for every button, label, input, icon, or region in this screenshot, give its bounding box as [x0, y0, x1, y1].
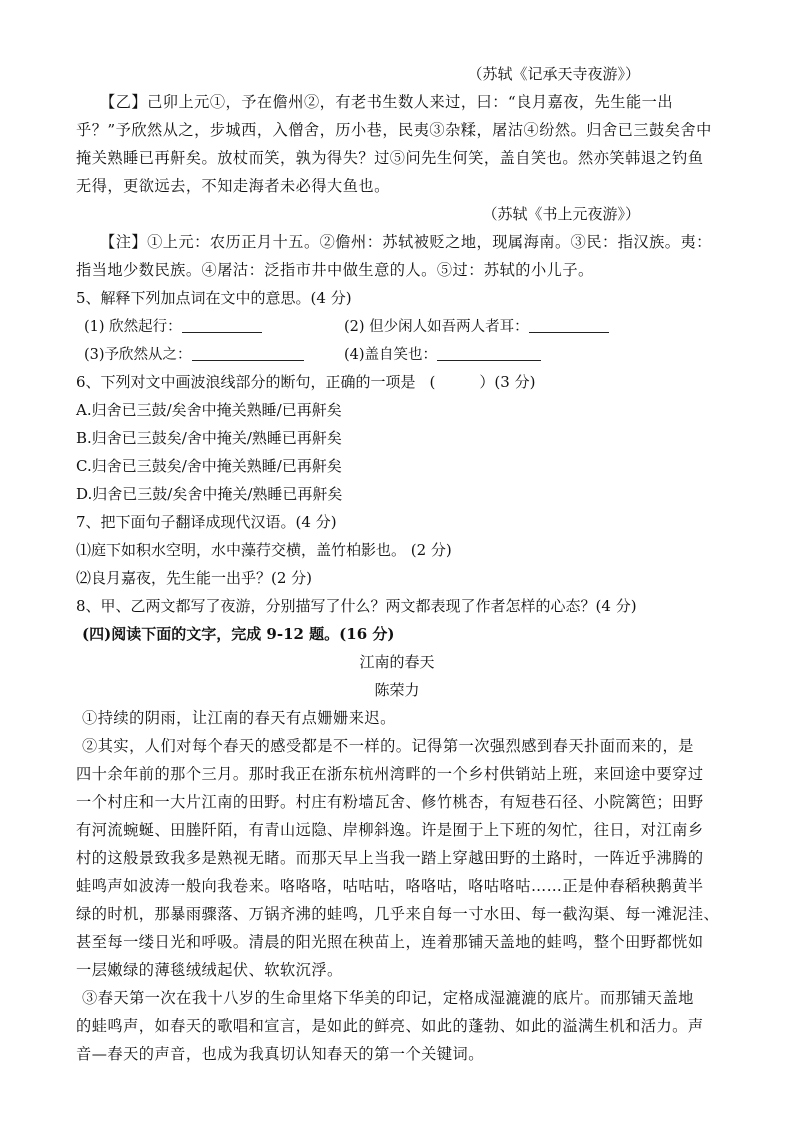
passage-yi-source: （苏轼《书上元夜游》） — [482, 205, 640, 223]
article-author: 陈荣力 — [374, 681, 420, 699]
q5-item-label: (4)盖自笑也： — [344, 347, 438, 363]
q6-title: 6、下列对文中画波浪线部分的断句，正确的一项是 — [76, 373, 416, 391]
answer-blank[interactable] — [182, 316, 262, 333]
answer-blank[interactable] — [529, 316, 609, 333]
article-paragraph-line: 有河流蜿蜒、田塍阡陌，有青山远隐、岸柳斜逸。许是囿于上下班的匆忙，往日，对江南乡 — [76, 821, 704, 839]
article-paragraph-line: ①持续的阴雨，让江南的春天有点姗姗来迟。 — [82, 709, 396, 727]
q8-title: 8、甲、乙两文都写了夜游，分别描写了什么？两文都表现了作者怎样的心态？(4 分) — [76, 597, 637, 615]
article-paragraph-line: 甚至每一缕日光和呼吸。清晨的阳光照在秧苗上，连着那铺天盖地的蛙鸣，整个田野都恍如 — [76, 933, 704, 951]
article-paragraph-line: 一个村庄和一大片江南的田野。村庄有粉墙瓦舍、修竹桃杏，有短巷石径、小院篱笆；田野 — [76, 793, 704, 811]
passage-jia-source: （苏轼《记承天寺夜游》） — [467, 65, 640, 83]
q6-line — [76, 372, 535, 392]
answer-blank[interactable] — [437, 344, 541, 361]
passage-yi-line: 【乙】己卯上元①，予在儋州②，有老书生数人来过，曰：“良月嘉夜，先生能一出 — [100, 93, 674, 111]
q5-item-3 — [84, 344, 304, 365]
article-paragraph-line: 绿的时机，那暴雨骤落、万锅齐沸的蛙鸣，几乎来自每一寸水田、每一截沟渠、每一滩泥洼、 — [76, 905, 720, 923]
q5-item-label: (2) 但少闲人如吾两人者耳： — [344, 319, 529, 335]
passage-yi-line: 无得，更欲远去，不知走海者未必得大鱼也。 — [76, 177, 390, 195]
q5-item-label: (1) 欣然起行： — [84, 319, 182, 335]
article-paragraph-line: 四十余年前的那个三月。那时我正在浙东杭州湾畔的一个乡村供销站上班，来回途中要穿过 — [76, 765, 704, 783]
article-paragraph-line: 音—春天的声音，也成为我真切认知春天的第一个关键词。 — [76, 1045, 484, 1063]
passage-yi-line: 掩关熟睡已再鼾矣。放杖而笑，孰为得失？过⑤问先生何笑，盖自笑也。然亦笑韩退之钓鱼 — [76, 149, 704, 167]
q5-item-2 — [344, 316, 609, 337]
q7-item-2: ⑵良月嘉夜，先生能一出乎？(2 分) — [76, 569, 313, 587]
article-title: 江南的春天 — [359, 653, 435, 671]
passage-yi-line: 乎？”予欣然从之，步城西，入僧舍，历小巷，民夷③杂糅，屠沽④纷然。归舍已三鼓矣舍中 — [76, 121, 712, 139]
section4-heading: (四)阅读下面的文字，完成 9-12 题。(16 分) — [82, 625, 395, 643]
q5-item-4 — [344, 344, 541, 365]
q5-item-label: (3)予欣然从之： — [84, 347, 192, 363]
q5-item-1 — [84, 316, 262, 337]
q6-option-a[interactable]: A.归舍已三鼓/矣舍中掩关熟睡/已再鼾矣 — [76, 401, 342, 419]
q7-item-1: ⑴庭下如积水空明，水中藻荇交横，盖竹柏影也。 (2 分) — [76, 541, 452, 559]
q7-title: 7、把下面句子翻译成现代汉语。(4 分) — [76, 513, 337, 531]
q6-option-b[interactable]: B.归舍已三鼓矣/舍中掩关/熟睡已再鼾矣 — [76, 429, 342, 447]
article-paragraph-line: 一层嫩绿的薄毯绒绒起伏、软软沉浮。 — [76, 961, 343, 979]
q6-option-c[interactable]: C.归舍已三鼓矣/舍中掩关熟睡/已再鼾矣 — [76, 457, 342, 475]
q5-title: 5、解释下列加点词在文中的意思。(4 分) — [76, 289, 352, 307]
notes-line: 【注】①上元：农历正月十五。②儋州：苏轼被贬之地，现属海南。③民：指汉族。夷： — [100, 233, 712, 251]
q6-option-d[interactable]: D.归舍已三鼓/矣舍中掩关/熟睡已再鼾矣 — [76, 485, 343, 503]
q6-score: ）(3 分) — [479, 373, 536, 391]
article-paragraph-line: 蛙鸣声如波涛一般向我卷来。咯咯咯，咕咕咕，咯咯咕，咯咕咯咕……正是仲春稻秧鹅黄半 — [76, 877, 704, 895]
article-paragraph-line: ③春天第一次在我十八岁的生命里烙下华美的印记，定格成湿漉漉的底片。而那铺天盖地 — [82, 989, 694, 1007]
notes-line: 指当地少数民族。④屠沽：泛指市井中做生意的人。⑤过：苏轼的小儿子。 — [76, 261, 594, 279]
article-paragraph-line: 的蛙鸣声，如春天的歌唱和宣言，是如此的鲜亮、如此的蓬勃、如此的溢满生机和活力。声 — [76, 1017, 704, 1035]
article-paragraph-line: ②其实，人们对每个春天的感受都是不一样的。记得第一次强烈感到春天扑面而来的，是 — [82, 737, 694, 755]
q6-answer-paren-open: ( — [429, 373, 436, 391]
article-paragraph-line: 村的这般景致我多是熟视无睹。而那天早上当我一踏上穿越田野的土路时，一阵近乎沸腾的 — [76, 849, 704, 867]
answer-blank[interactable] — [192, 344, 304, 361]
